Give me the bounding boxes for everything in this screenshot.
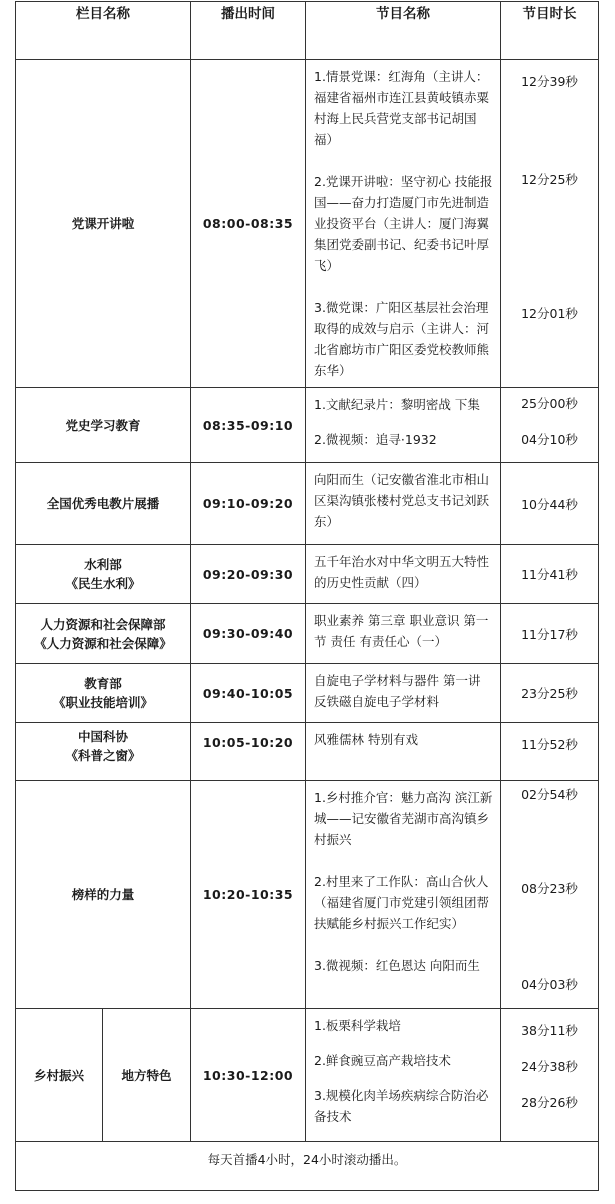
column-org: 中国科协 — [77, 729, 128, 744]
column-name: 榜样的力量 — [16, 781, 191, 1009]
program-cell — [306, 60, 501, 388]
duration-value: 11分52秒 — [501, 723, 599, 781]
table-row — [16, 604, 599, 664]
duration-value: 28分26秒 — [521, 1095, 578, 1110]
sub-column-name: 地方特色 — [103, 1009, 191, 1142]
program-item: 1.文献纪录片：黎明密战 下集 — [314, 397, 480, 412]
duration-value: 38分11秒 — [521, 1023, 578, 1038]
duration-value: 12分39秒 — [521, 74, 578, 89]
program-cell — [306, 1009, 501, 1142]
program-item: 向阳而生（记安徽省淮北市相山区渠沟镇张楼村党总支书记刘跃东） — [314, 472, 490, 529]
duration-value: 24分38秒 — [521, 1059, 578, 1074]
header-air-time: 播出时间 — [191, 2, 306, 60]
duration-cell — [501, 781, 599, 1009]
program-item: 职业素养 第三章 职业意识 第一节 责任 有责任心（一） — [314, 613, 489, 649]
program-item: 2.鲜食豌豆高产栽培技术 — [314, 1053, 451, 1068]
header-row — [16, 2, 599, 60]
table-row — [16, 723, 599, 781]
header-program-name: 节目名称 — [306, 2, 501, 60]
program-cell — [306, 723, 501, 781]
duration-value: 12分25秒 — [521, 172, 578, 187]
footer-row — [16, 1142, 599, 1191]
program-item: 3.微视频：红色恩达 向阳而生 — [314, 958, 480, 973]
program-cell — [306, 604, 501, 664]
program-item: 五千年治水对中华文明五大特性的历史性贡献（四） — [314, 554, 490, 590]
duration-cell — [501, 60, 599, 388]
footer-note: 每天首播4小时，24小时滚动播出。 — [16, 1142, 599, 1191]
column-show: 《职业技能培训》 — [52, 695, 153, 710]
column-name: 乡村振兴 — [16, 1009, 103, 1142]
program-cell — [306, 781, 501, 1009]
column-show: 《人力资源和社会保障》 — [34, 635, 172, 651]
column-show: 《民生水利》 — [65, 576, 141, 591]
air-time: 09:10-09:20 — [191, 463, 306, 545]
column-org: 人力资源和社会保障部 — [40, 616, 166, 632]
table-row — [16, 664, 599, 723]
column-org: 水利部 — [84, 557, 122, 572]
column-name — [16, 664, 191, 723]
column-name — [16, 723, 191, 781]
air-time: 10:20-10:35 — [191, 781, 306, 1009]
duration-value: 04分03秒 — [521, 977, 578, 992]
column-name — [16, 545, 191, 604]
table-row — [16, 1009, 599, 1142]
air-time: 10:30-12:00 — [191, 1009, 306, 1142]
program-item: 自旋电子学材料与器件 第一讲 反铁磁自旋电子学材料 — [314, 673, 481, 709]
column-name: 党史学习教育 — [16, 388, 191, 463]
duration-value: 11分41秒 — [501, 545, 599, 604]
column-show: 《科普之窗》 — [65, 748, 141, 763]
program-item: 3.规模化肉羊场疾病综合防治必备技术 — [314, 1088, 489, 1124]
air-time: 09:30-09:40 — [191, 604, 306, 664]
duration-value: 02分54秒 — [521, 787, 578, 802]
duration-value: 04分10秒 — [521, 432, 578, 447]
air-time: 08:00-08:35 — [191, 60, 306, 388]
duration-value: 11分17秒 — [501, 604, 599, 664]
program-item: 2.村里来了工作队：高山合伙人（福建省厦门市党建引领组团帮扶赋能乡村振兴工作纪实） — [314, 874, 490, 931]
program-item: 风雅儒林 特别有戏 — [314, 732, 418, 747]
column-org: 教育部 — [84, 676, 122, 691]
air-time: 10:05-10:20 — [191, 723, 306, 781]
program-cell — [306, 664, 501, 723]
air-time: 08:35-09:10 — [191, 388, 306, 463]
header-duration: 节目时长 — [501, 2, 599, 60]
table-row — [16, 463, 599, 545]
duration-value: 12分01秒 — [521, 306, 578, 321]
table-row — [16, 781, 599, 1009]
duration-value: 25分00秒 — [521, 396, 578, 411]
column-name — [16, 604, 191, 664]
schedule-table — [15, 1, 599, 1191]
table-row — [16, 545, 599, 604]
program-item: 1.乡村推介官：魅力高沟 滨江新城——记安徽省芜湖市高沟镇乡村振兴 — [314, 790, 493, 847]
program-item: 3.微党课：广阳区基层社会治理取得的成效与启示（主讲人：河北省廊坊市广阳区委党校教师熊东华） — [314, 300, 490, 378]
program-cell — [306, 545, 501, 604]
duration-cell — [501, 1009, 599, 1142]
column-name: 党课开讲啦 — [16, 60, 191, 388]
column-name: 全国优秀电教片展播 — [16, 463, 191, 545]
table-row — [16, 60, 599, 388]
table-row — [16, 388, 599, 463]
duration-value: 08分23秒 — [521, 881, 578, 896]
duration-value: 10分44秒 — [501, 463, 599, 545]
air-time: 09:20-09:30 — [191, 545, 306, 604]
program-item: 1.情景党课：红海角（主讲人：福建省福州市连江县黄岐镇赤粟村海上民兵营党支部书记胡国福） — [314, 69, 490, 147]
program-item: 2.微视频：追寻·1932 — [314, 432, 437, 447]
header-column-name: 栏目名称 — [16, 2, 191, 60]
duration-value: 23分25秒 — [501, 664, 599, 723]
program-item: 2.党课开讲啦：坚守初心 技能报国——奋力打造厦门市先进制造业投资平台（主讲人：厦门海翼集团党委副书记、纪委书记叶厚飞） — [314, 174, 493, 273]
program-cell — [306, 463, 501, 545]
program-cell — [306, 388, 501, 463]
air-time: 09:40-10:05 — [191, 664, 306, 723]
duration-cell — [501, 388, 599, 463]
program-item: 1.板栗科学栽培 — [314, 1018, 401, 1033]
